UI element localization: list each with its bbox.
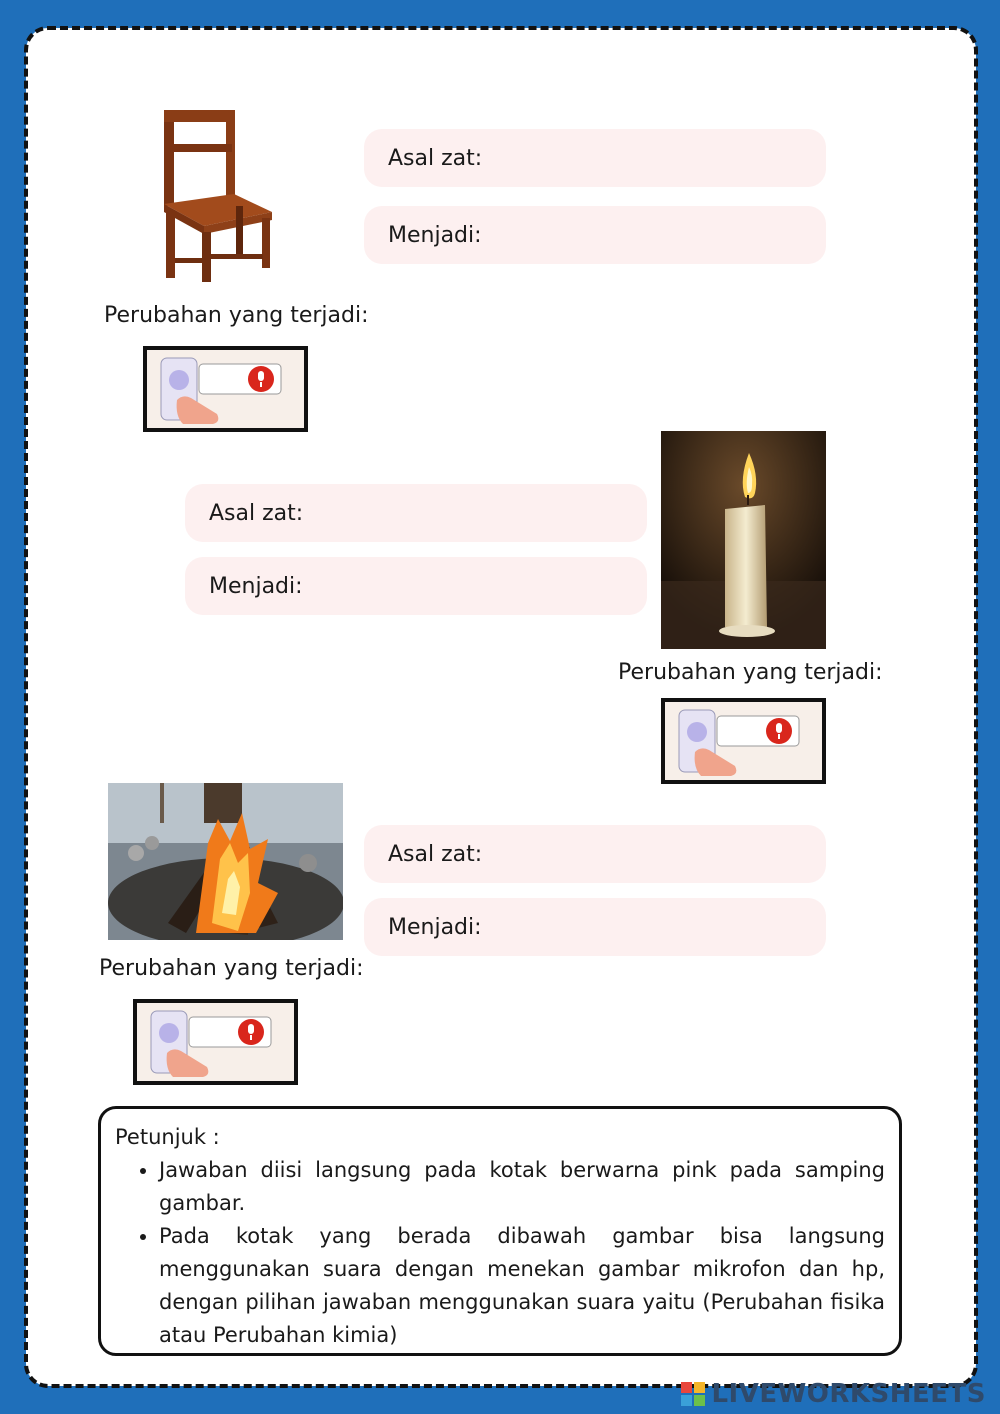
asal-zat-label-3: Asal zat: <box>388 841 483 867</box>
answer-box-asal-zat-2[interactable] <box>185 484 647 542</box>
menjadi-label-2: Menjadi: <box>209 573 303 599</box>
answer-box-asal-zat-1[interactable] <box>364 129 826 187</box>
answer-box-menjadi-3[interactable] <box>364 898 826 956</box>
liveworksheets-grid-icon <box>681 1382 705 1406</box>
worksheet-page <box>26 28 976 1386</box>
asal-zat-label-2: Asal zat: <box>209 500 304 526</box>
brand-name: LIVEWORKSHEETS <box>711 1379 986 1409</box>
voice-recorder-button-1[interactable] <box>143 346 308 432</box>
perubahan-label-1: Perubahan yang terjadi: <box>104 303 369 328</box>
instructions-list <box>115 1154 885 1352</box>
campfire-image <box>108 783 343 940</box>
voice-record-icon <box>147 350 304 428</box>
instructions-box <box>98 1106 902 1356</box>
chair-image <box>156 108 276 284</box>
voice-record-icon <box>137 1003 294 1081</box>
voice-recorder-button-3[interactable] <box>133 999 298 1085</box>
perubahan-label-2: Perubahan yang terjadi: <box>618 660 883 685</box>
answer-box-asal-zat-3[interactable] <box>364 825 826 883</box>
instruction-item: • Pada kotak yang berada dibawah gambar bisa langsung menggunakan suara dengan menekan gambar mikrofon dan hp, dengan pilihan jawaban menggunakan suara yaitu (Perubahan fisika atau Perubahan kimia) <box>159 1220 885 1352</box>
instructions-title: Petunjuk : <box>115 1125 220 1149</box>
liveworksheets-logo <box>681 1380 986 1408</box>
menjadi-label-3: Menjadi: <box>388 914 482 940</box>
answer-box-menjadi-1[interactable] <box>364 206 826 264</box>
answer-box-menjadi-2[interactable] <box>185 557 647 615</box>
voice-recorder-button-2[interactable] <box>661 698 826 784</box>
candle-image <box>661 431 826 649</box>
asal-zat-label-1: Asal zat: <box>388 145 483 171</box>
voice-record-icon <box>665 702 822 780</box>
perubahan-label-3: Perubahan yang terjadi: <box>99 956 364 981</box>
instruction-item: • Jawaban diisi langsung pada kotak berwarna pink pada samping gambar. <box>159 1154 885 1220</box>
menjadi-label-1: Menjadi: <box>388 222 482 248</box>
